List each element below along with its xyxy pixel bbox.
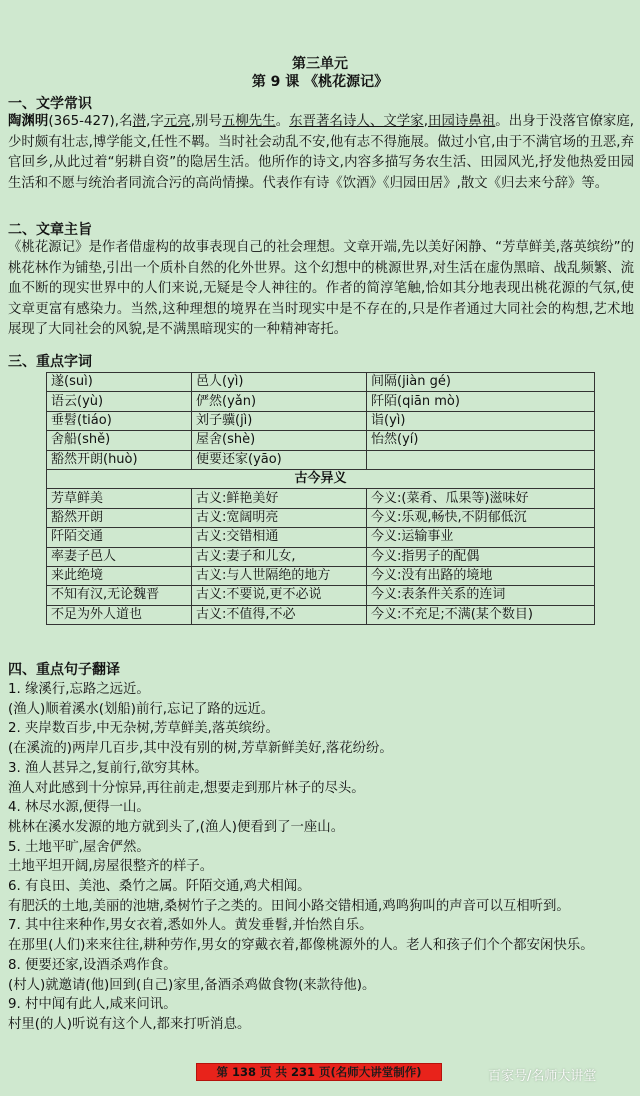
table-cell: 邑人(yì) — [192, 373, 367, 392]
source-sentence: 7. 其中往来种作,男女衣着,悉如外人。黄发垂髫,并怡然自乐。 — [8, 918, 373, 934]
table-cell: 阡陌交通 — [47, 528, 192, 547]
translation-sentence: 土地平坦开阔,房屋很整齐的样子。 — [8, 859, 214, 875]
table-cell: 舍船(shě) — [47, 431, 192, 450]
section-heading-words: 三、重点字词 — [8, 354, 92, 370]
text-fragment: ,别号 — [190, 114, 222, 129]
source-sentence: 8. 便要还家,设酒杀鸡作食。 — [8, 957, 177, 973]
current-page-number: 138 — [231, 1065, 256, 1079]
page-footer — [196, 1063, 442, 1081]
source-sentence: 4. 林尽水源,便得一山。 — [8, 800, 150, 816]
footer-text: 页(名师大讲堂制作) — [319, 1065, 422, 1079]
dynasty-text: 东晋著名 — [289, 114, 343, 129]
section-heading-theme: 二、文章主旨 — [8, 222, 92, 238]
author-hao: 五柳先生 — [221, 114, 276, 129]
total-page-number: 231 — [291, 1065, 316, 1079]
table-cell: 古义:宽阔明亮 — [192, 508, 367, 527]
table-cell: 芳草鲜美 — [47, 489, 192, 508]
table-cell: 诣(yì) — [367, 411, 595, 430]
author-zi: 元亮 — [163, 114, 191, 129]
text-fragment: 。 — [275, 114, 290, 129]
theme-paragraph: 《桃花源记》是作者借虚构的故事表现自己的社会理想。文章开端,先以美好闲静、“芳草鲜美,落英缤纷”的桃花林作为铺垫,引出一个质朴自然的化外世界。这个幻想中的桃源世界,对生活在虚伪黑暗、战乱频繁、流血不断的现实世界中的人们来说,无疑是令人神往的。作者的简淳笔触,恰如其分地表现出桃花源的气氛,使文章更富有感染力。当然,这种理想的境界在当时现实中是不存在的,只是作者通过大同社会的构想,艺术地展现了大同社会的风貌,是不满黑暗现实的一种精神寄托。 — [8, 240, 634, 338]
watermark: 百家号/名师大讲堂 — [488, 1069, 597, 1084]
table-row — [47, 469, 595, 488]
table-row — [47, 392, 595, 411]
table-cell: 豁然开朗(huò) — [47, 450, 192, 469]
table-cell: 古义:妻子和儿女, — [192, 547, 367, 566]
translation-sentence: (村人)就邀请(他)回到(自己)家里,备酒杀鸡做食物(来款待他)。 — [8, 977, 376, 993]
table-row — [47, 411, 595, 430]
table-row — [47, 508, 595, 527]
source-sentence: 3. 渔人甚异之,复前行,欲穷其林。 — [8, 760, 208, 776]
table-row — [47, 586, 595, 605]
source-sentence: 6. 有良田、美池、桑竹之属。阡陌交通,鸡犬相闻。 — [8, 879, 311, 895]
table-cell: 今义:运输事业 — [367, 528, 595, 547]
tianyuan-title: 田园诗鼻祖 — [427, 114, 496, 129]
lesson-title: 第 9 课 《桃花源记》 — [251, 74, 389, 90]
translation-sentence: 有肥沃的土地,美丽的池塘,桑树竹子之类的。田间小路交错相通,鸡鸣狗叫的声音可以互相听到。 — [8, 898, 570, 914]
table-cell: 古义:与人世隔绝的地方 — [192, 566, 367, 585]
literature-paragraph — [8, 112, 634, 194]
text-fragment: , — [423, 114, 428, 129]
table-cell: 阡陌(qiān mò) — [367, 392, 595, 411]
table-cell: 间隔(jiàn gé) — [367, 373, 595, 392]
source-sentence: 5. 土地平旷,屋舍俨然。 — [8, 839, 150, 855]
table-cell: 今义:(菜肴、瓜果等)滋味好 — [367, 489, 595, 508]
author-ming: 潜 — [132, 114, 146, 129]
table-cell: 刘子骥(jì) — [192, 411, 367, 430]
footer-text: 页 共 — [259, 1065, 287, 1079]
table-cell: 今义:不充足;不满(某个数目) — [367, 605, 595, 624]
table-cell: 怡然(yí) — [367, 431, 595, 450]
translation-sentence: (在溪流的)两岸几百步,其中没有别的树,芳草新鲜美好,落花纷纷。 — [8, 741, 393, 757]
section-heading-literature: 一、文学常识 — [8, 96, 92, 112]
author-years: (365-427) — [48, 114, 115, 129]
table-row — [47, 528, 595, 547]
footer-text: 第 — [216, 1065, 228, 1079]
table-cell: 不足为外人道也 — [47, 605, 192, 624]
table-cell — [367, 450, 595, 469]
table-cell: 今义:指男子的配偶 — [367, 547, 595, 566]
table-cell: 垂髫(tiáo) — [47, 411, 192, 430]
unit-title: 第三单元 — [292, 56, 348, 72]
table-cell: 今义:乐观,畅快,不阴郁低沉 — [367, 508, 595, 527]
table-cell: 俨然(yǎn) — [192, 392, 367, 411]
table-cell: 不知有汉,无论魏晋 — [47, 586, 192, 605]
translation-sentence: (渔人)顺着溪水(划船)前行,忘记了路的远近。 — [8, 701, 275, 717]
translation-list — [8, 680, 636, 1035]
source-sentence: 2. 夹岸数百步,中无杂树,芳草鲜美,落英缤纷。 — [8, 721, 279, 737]
author-name: 陶渊明 — [8, 114, 49, 129]
table-cell: 今义:表条件关系的连词 — [367, 586, 595, 605]
poet-title: 诗人、文学家 — [342, 114, 424, 129]
table-row — [47, 450, 595, 469]
section-heading-translation: 四、重点句子翻译 — [8, 662, 120, 678]
table-cell: 古义:不值得,不必 — [192, 605, 367, 624]
source-sentence: 9. 村中闻有此人,咸来问讯。 — [8, 997, 177, 1013]
gujin-heading: 古今异义 — [47, 469, 595, 488]
table-cell: 率妻子邑人 — [47, 547, 192, 566]
text-fragment: ,名 — [114, 114, 133, 129]
source-sentence: 1. 缘溪行,忘路之远近。 — [8, 682, 150, 697]
table-cell: 古义:鲜艳美好 — [192, 489, 367, 508]
text-fragment: ,字 — [146, 114, 164, 129]
table-row — [47, 605, 595, 624]
translation-sentence: 桃林在溪水发源的地方就到头了,(渔人)便看到了一座山。 — [8, 819, 345, 835]
table-cell: 古义:交错相通 — [192, 528, 367, 547]
table-cell: 今义:没有出路的境地 — [367, 566, 595, 585]
table-row — [47, 489, 595, 508]
table-row — [47, 373, 595, 392]
table-cell: 语云(yù) — [47, 392, 192, 411]
translation-sentence: 村里(的人)听说有这个人,都来打听消息。 — [8, 1016, 251, 1032]
key-words-table — [46, 372, 595, 625]
table-row — [47, 566, 595, 585]
table-cell: 古义:不要说,更不必说 — [192, 586, 367, 605]
table-cell: 屋舍(shè) — [192, 431, 367, 450]
table-cell: 豁然开朗 — [47, 508, 192, 527]
literature-rest: 。出身于没落官僚家庭,少时颇有壮志,博学能文,任性不羁。当时社会动乱不安,他有志不得施展。做过小官,由于不满官场的丑恶,弃官回乡,从此过着“躬耕自资”的隐居生活。他所作的诗文,内容多描写务农生活、田园风光,抒发他热爱田园生活和不愿与统治者同流合污的高尚情操。代表作有诗《饮酒》《归园田居》,散文《归去来兮辞》等。 — [8, 114, 635, 191]
table-row — [47, 431, 595, 450]
table-cell: 便要还家(yāo) — [192, 450, 367, 469]
translation-sentence: 渔人对此感到十分惊异,再往前走,想要走到那片林子的尽头。 — [8, 780, 365, 796]
table-row — [47, 547, 595, 566]
translation-sentence: 在那里(人们)来来往往,耕种劳作,男女的穿戴衣着,都像桃源外的人。老人和孩子们个个都安闲快乐。 — [8, 938, 594, 954]
table-cell: 来此绝境 — [47, 566, 192, 585]
table-cell: 遂(suì) — [47, 373, 192, 392]
